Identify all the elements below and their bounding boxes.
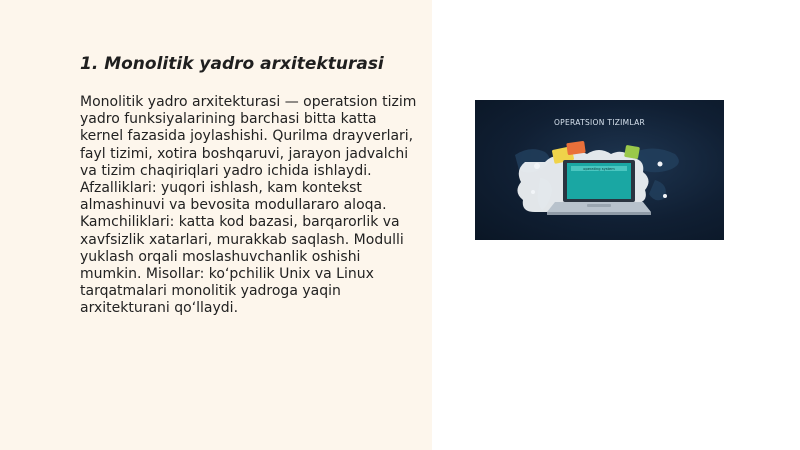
svg-text:operating system: operating system bbox=[583, 167, 615, 171]
slide-title: 1. Monolitik yadro arxitekturasi bbox=[80, 54, 384, 74]
slide-body-text: Monolitik yadro arxitekturasi — operatsion tizim yadro funksiyalarining barchasi bitta katta kernel fazasida joylashishi. Qurilma drayverlari, fayl tizimi, xotira boshqaruvi, jarayon jadvalchi va tizim chaqiriqlari yadro ichida ishlaydi. Afzalliklari: yuqori ishlash, kam kontekst almashinuvi va bevosita modullararo aloqa. Kamchiliklari: katta kod bazasi, barqarorlik va xavfsizlik xatarlari, murakkab saqlash. Modulli yuklash orqali moslashuvchanlik oshishi mumkin. Misollar: koʻpchilik Unix va Linux tarqatmalari monolitik yadroga yaqin arxitekturani qoʻllaydi. bbox=[80, 94, 417, 317]
laptop-os-icon bbox=[475, 100, 724, 240]
operating-systems-image bbox=[475, 100, 724, 240]
image-caption: OPERATSION TIZIMLAR bbox=[553, 118, 646, 127]
